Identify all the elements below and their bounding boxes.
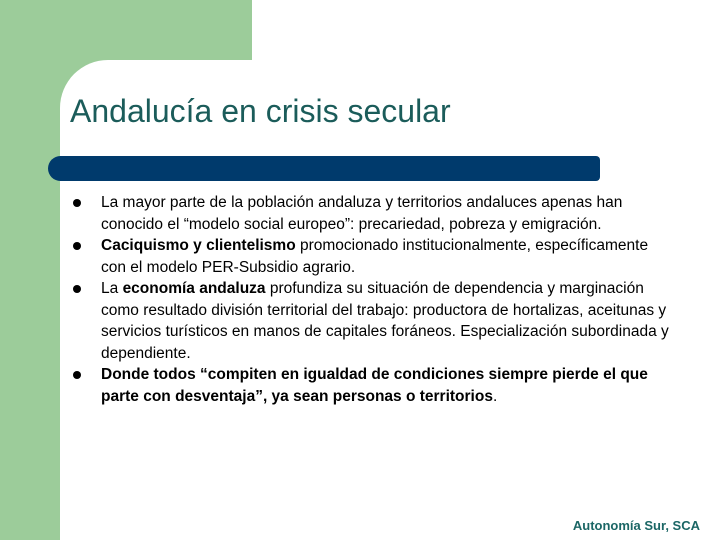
bullet-text	[101, 366, 648, 405]
bullet-text-segment: promocionado institucionalmente, específicamente con el modelo PER-Subsidio agrario.	[101, 237, 649, 276]
bullet-bold-segment: economía andaluza	[122, 280, 266, 297]
decorative-green-strip-left	[0, 0, 60, 540]
bullet-dot-icon	[73, 285, 81, 293]
bullet-text	[101, 237, 648, 276]
bullet-text-segment: .	[492, 387, 498, 405]
slide-title: Andalucía en crisis secular	[70, 93, 451, 129]
bullet-dot-icon	[73, 371, 81, 379]
title-underline-bar	[60, 156, 600, 181]
bullet-item	[72, 192, 672, 235]
bullet-text-segment: profundiza su situación de dependencia y marginación como resultado división territorial del trabajo: productora de hortalizas, aceitunas y servicios turísticos en manos de capitales foráneos. Especialización subordinada y dependiente.	[101, 280, 669, 362]
bullet-dot-icon	[73, 199, 81, 207]
bullet-item	[72, 278, 672, 364]
bullet-dot-icon	[73, 242, 81, 250]
bullet-list	[72, 192, 672, 407]
bullet-text	[101, 194, 622, 233]
bullet-text-segment: La	[101, 280, 123, 297]
bullet-bold-segment: Donde todos “compiten en igualdad de condiciones siempre pierde el que parte con desventaja”, ya sean personas o territorios	[101, 366, 648, 405]
bullet-bold-segment: Caciquismo y clientelismo	[101, 237, 296, 254]
bullet-item	[72, 235, 672, 278]
bullet-text-segment: La mayor parte de la población andaluza y territorios andaluces apenas han conocido el “modelo social europeo”: precariedad, pobreza y emigración.	[101, 194, 623, 233]
bullet-item	[72, 364, 672, 407]
footer-credit: Autonomía Sur, SCA	[572, 518, 700, 533]
bullet-text	[101, 280, 669, 362]
